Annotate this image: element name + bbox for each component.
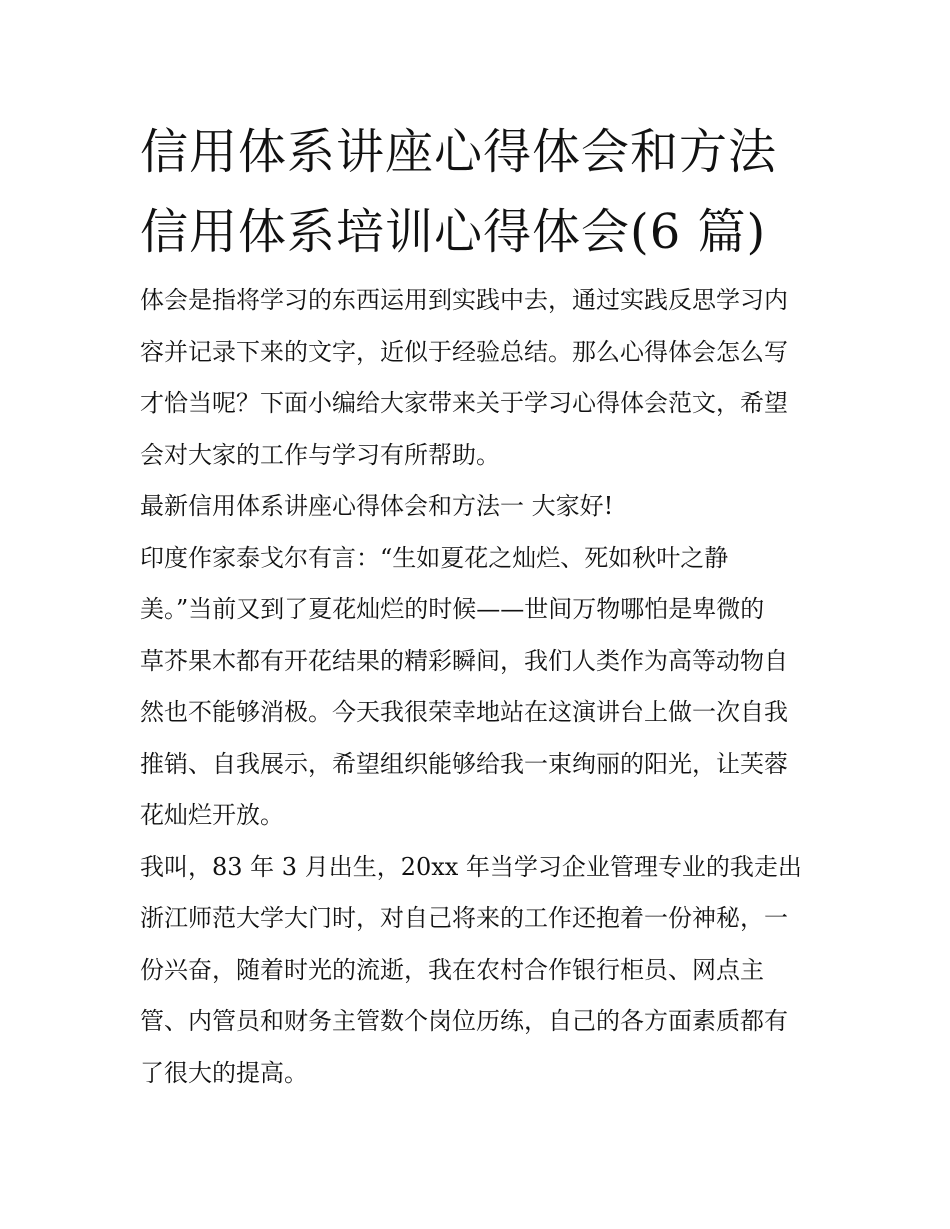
text-line: 体会是指将学习的东西运用到实践中去，通过实践反思学习内 — [140, 286, 788, 314]
text-line: 然也不能够消极。今天我很荣幸地站在这演讲台上做一次自我 — [140, 698, 788, 726]
text-line: 花灿烂开放。 — [140, 801, 284, 829]
text-line: 印度作家泰戈尔有言：“生如夏花之灿烂、死如秋叶之静 — [140, 543, 729, 572]
text-line: 美。”当前又到了夏花灿烂的时候——世间万物哪怕是卑微的 — [140, 595, 765, 623]
document-title — [140, 112, 830, 272]
text-line: 了很大的提高。 — [140, 1058, 308, 1087]
text-line: 推销、自我展示，希望组织能够给我一束绚丽的阳光，让芙蓉 — [140, 749, 788, 778]
text-line: 草芥果木都有开花结果的精彩瞬间，我们人类作为高等动物自 — [140, 646, 788, 675]
text-line: 会对大家的工作与学习有所帮助。 — [140, 440, 500, 469]
text-line: 容并记录下来的文字，近似于经验总结。那么心得体会怎么写 — [140, 337, 788, 366]
title-line-1: 信用体系讲座心得体会和方法 — [140, 124, 778, 180]
text-line: 才恰当呢？下面小编给大家带来关于学习心得体会范文，希望 — [140, 389, 788, 417]
text-line: 浙江师范大学大门时，对自己将来的工作还抱着一份神秘，一 — [140, 904, 788, 932]
title-line-2: 信用体系培训心得体会(6 篇) — [140, 204, 767, 260]
text-line: 管、内管员和财务主管数个岗位历练，自己的各方面素质都有 — [140, 1007, 788, 1035]
text-line: 份兴奋，随着时光的流逝，我在农村合作银行柜员、网点主 — [140, 955, 764, 984]
text-line: 我叫，83 年 3 月出生，20xx 年当学习企业管理专业的我走出 — [140, 852, 802, 881]
text-line: 最新信用体系讲座心得体会和方法一 大家好! — [140, 492, 614, 520]
document-body — [140, 275, 830, 1099]
